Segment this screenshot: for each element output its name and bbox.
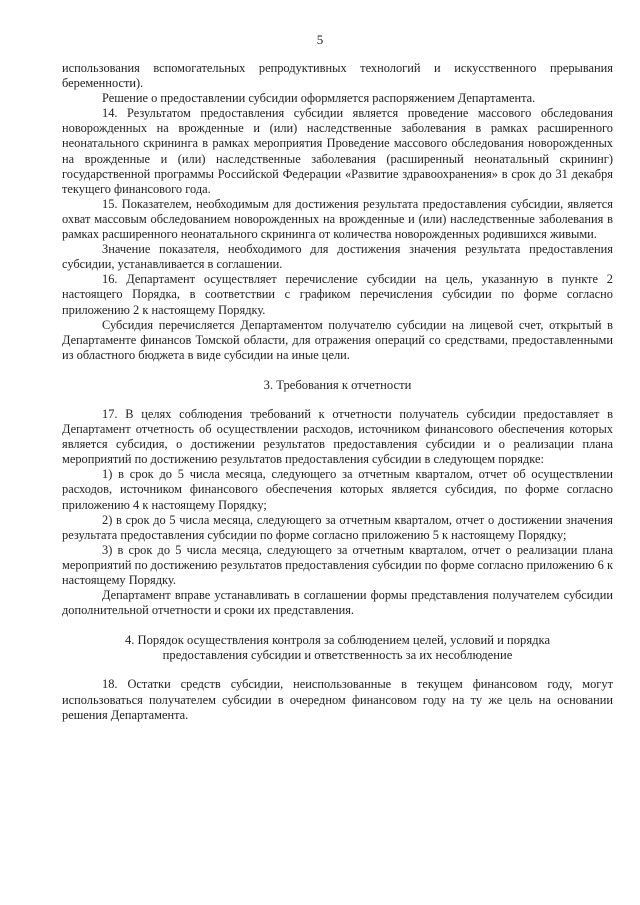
- paragraph-17: 17. В целях соблюдения требований к отчетности получатель субсидии предоставляет в Департамент отчетность об осуществлении расходов, источником финансового обеспечения которых является субсидия, о достижении результатов предоставления субсидии и о реализации плана мероприятий по достижению результатов предоставления субсидии в следующем порядке:: [62, 406, 613, 467]
- paragraph-17-item-2: 2) в срок до 5 числа месяца, следующего за отчетным кварталом, отчет о достижении значения результата предоставления субсидии по форме согласно приложению 5 к настоящему Порядку;: [62, 512, 613, 542]
- paragraph-14: 14. Результатом предоставления субсидии является проведение массового обследования новорожденных на врожденные и (или) наследственные заболевания в рамках расширенного неонатального скрининга в рамках мероприятия Проведение массового обследования новорожденных на врожденные и (или) наследственные заболевания (расширенный неонатальный скрининг) государственной программы Российской Федерации «Развитие здравоохранения» в срок до 31 декабря текущего финансового года.: [62, 106, 613, 196]
- section-4-heading-line-1: 4. Порядок осуществления контроля за соблюдением целей, условий и порядка: [124, 633, 551, 648]
- paragraph-subsidy-transfer: Субсидия перечисляется Департаментом получателю субсидии на лицевой счет, открытый в Департаменте финансов Томской области, для отражения операций со средствами, предоставленными из областного бюджета в виде субсидии на иные цели.: [62, 317, 613, 362]
- document-body: [62, 61, 613, 723]
- paragraph-15: 15. Показателем, необходимым для достижения результата предоставления субсидии, является охват массовым обследованием новорожденных на врожденные и (или) наследственные заболевания в рамках расширенного неонатального скрининга от количества новорожденных родившихся живыми.: [62, 196, 613, 242]
- page-number: 5: [316, 32, 324, 47]
- paragraph-decision: Решение о предоставлении субсидии оформляется распоряжением Департамента.: [102, 91, 536, 106]
- paragraph-18: 18. Остатки средств субсидии, неиспользованные в текущем финансовом году, могут использоваться получателем субсидии в очередном финансовом году на ту же цель на основании решения Департамента.: [62, 677, 613, 722]
- paragraph-continuation: использования вспомогательных репродуктивных технологий и искусственного прерывания беременности).: [62, 61, 613, 91]
- paragraph-additional-reporting: Департамент вправе устанавливать в соглашении формы представления получателем субсидии дополнительной отчетности и сроки их представления.: [62, 588, 613, 618]
- paragraph-17-item-3: 3) в срок до 5 числа месяца, следующего за отчетным кварталом, отчет о реализации плана мероприятий по достижению результатов предоставления субсидии по форме согласно приложению 6 к настоящему Порядку.: [62, 542, 613, 587]
- section-3-heading: 3. Требования к отчетности: [263, 377, 412, 392]
- paragraph-indicator-value: Значение показателя, необходимого для достижения значения результата предоставления субсидии, устанавливается в соглашении.: [62, 242, 613, 272]
- paragraph-16: 16. Департамент осуществляет перечисление субсидии на цель, указанную в пункте 2 настоящего Порядка, в соответствии с графиком перечисления субсидии по форме согласно приложению 2 к настоящему Порядку.: [62, 272, 613, 317]
- section-4-heading-line-2: предоставления субсидии и ответственность за их несоблюдение: [162, 648, 513, 663]
- paragraph-17-item-1: 1) в срок до 5 числа месяца, следующего за отчетным кварталом, отчет об осуществлении расходов, источником финансового обеспечения которых является субсидия, по форме согласно приложению 4 к настоящему Порядку;: [62, 467, 613, 512]
